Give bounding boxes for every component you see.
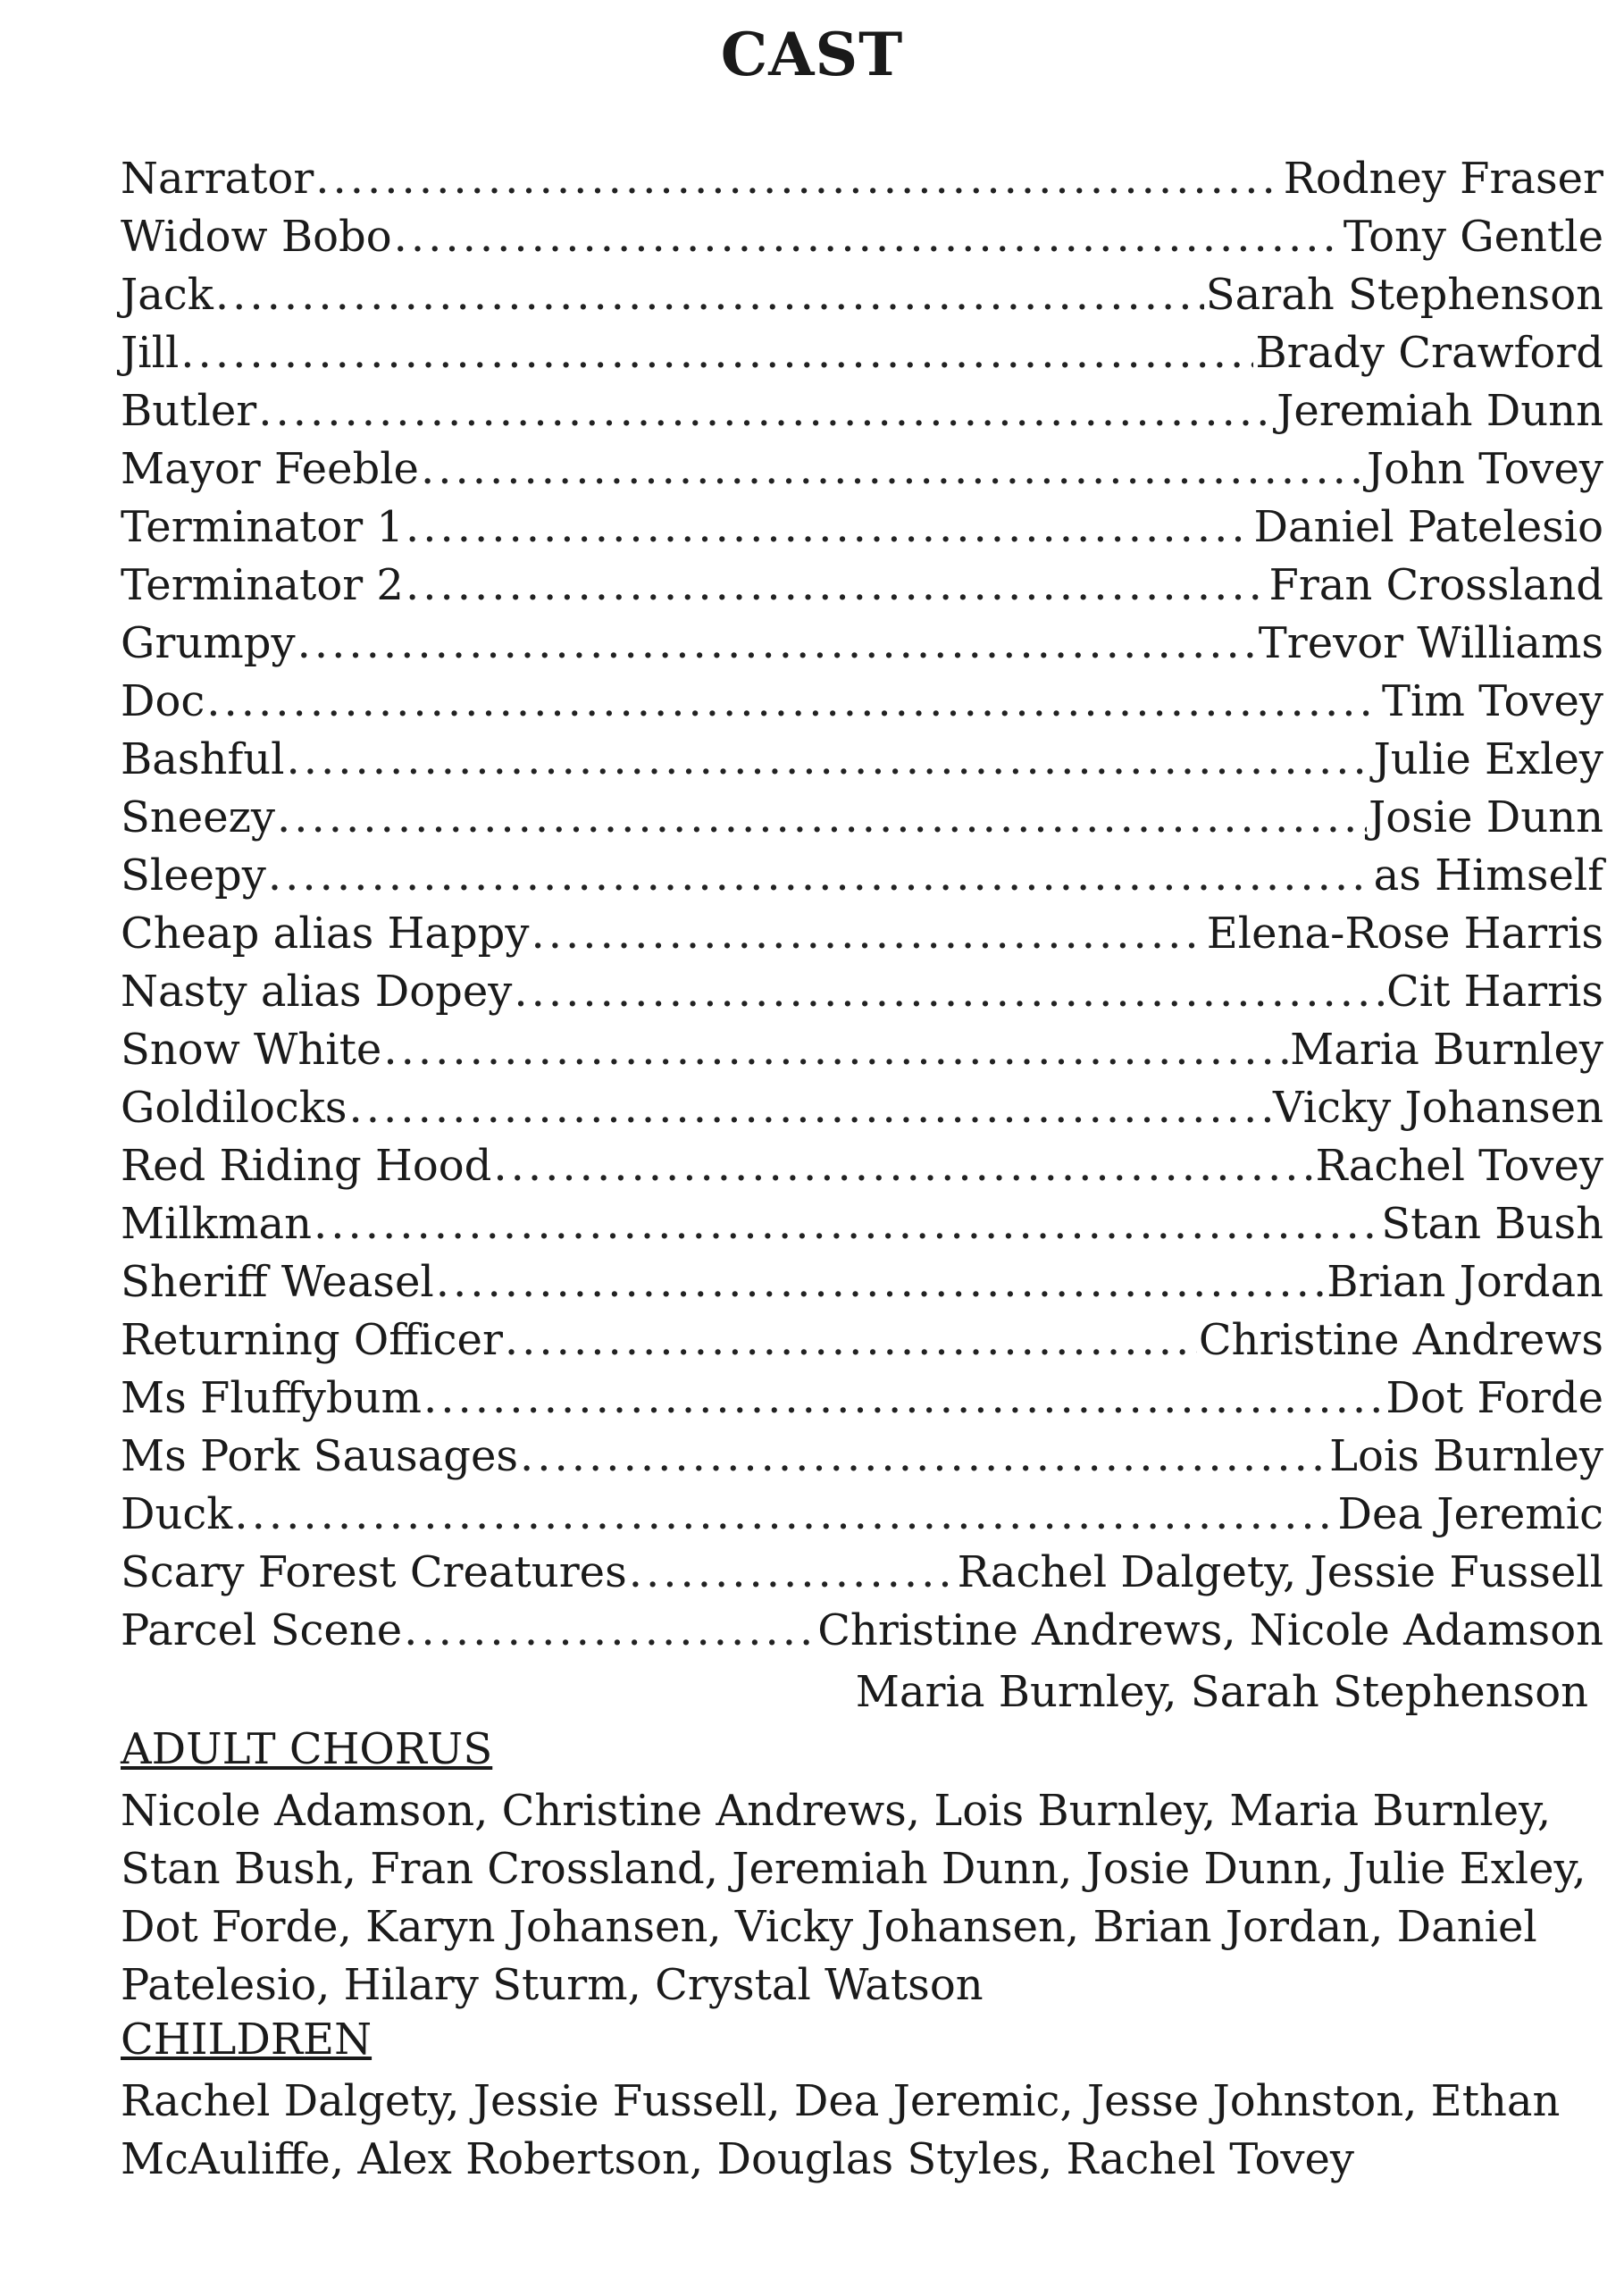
dot-leader	[514, 967, 1385, 1017]
role-name: Terminator 1	[121, 502, 404, 552]
dot-leader	[383, 1025, 1288, 1075]
cast-row	[121, 560, 1603, 618]
adult-chorus-members: Nicole Adamson, Christine Andrews, Lois Burnley, Maria Burnley, Stan Bush, Fran Crossland, Jeremiah Dunn, Josie Dunn, Julie Exley, Dot Forde, Karyn Johansen, Vicky Johansen, Brian Jordan, Daniel Patelesio, Hilary Sturm, Crystal Watson	[121, 1786, 1586, 2010]
role-name: Scary Forest Creatures	[121, 1547, 627, 1597]
cast-row	[121, 1141, 1603, 1199]
actor-name: Tony Gentle	[1343, 212, 1603, 262]
dot-leader	[423, 1373, 1384, 1423]
children-heading: CHILDREN	[121, 2015, 373, 2065]
cast-row	[121, 618, 1603, 676]
parcel-scene-actors-continued: Maria Burnley, Sarah Stephenson	[855, 1667, 1588, 1717]
cast-row	[121, 1199, 1603, 1257]
actor-name: Fran Crossland	[1268, 560, 1603, 610]
cast-row	[121, 1025, 1603, 1083]
cast-row	[121, 270, 1603, 328]
dot-leader	[406, 502, 1252, 552]
role-name: Bashful	[121, 734, 285, 784]
role-name: Duck	[121, 1489, 233, 1539]
actor-name: Lois Burnley	[1329, 1431, 1603, 1481]
actor-name: Daniel Patelesio	[1253, 502, 1603, 552]
dot-leader	[520, 1431, 1327, 1481]
actor-name: Rachel Tovey	[1315, 1141, 1603, 1191]
dot-leader	[421, 444, 1365, 494]
cast-row	[121, 967, 1603, 1025]
role-name: Grumpy	[121, 618, 296, 668]
actor-name: Christine Andrews	[1198, 1315, 1603, 1365]
actor-name: Vicky Johansen	[1272, 1083, 1603, 1133]
actor-name: Christine Andrews, Nicole Adamson	[817, 1605, 1603, 1655]
cast-row	[121, 1489, 1603, 1547]
dot-leader	[314, 1199, 1379, 1249]
cast-list	[121, 154, 1603, 1663]
dot-leader	[629, 1547, 956, 1597]
dot-leader	[180, 328, 1253, 378]
role-name: Sheriff Weasel	[121, 1257, 434, 1307]
cast-row	[121, 734, 1603, 792]
cast-row	[121, 212, 1603, 270]
dot-leader	[286, 734, 1371, 784]
cast-row	[121, 1547, 1603, 1605]
adult-chorus-heading: ADULT CHORUS	[121, 1724, 493, 1774]
cast-row	[121, 154, 1603, 212]
cast-row	[121, 909, 1603, 967]
dot-leader	[215, 270, 1204, 320]
role-name: Snow White	[121, 1025, 382, 1075]
role-name: Jill	[121, 328, 180, 378]
dot-leader	[297, 618, 1257, 668]
dot-leader	[206, 676, 1380, 726]
cast-row	[121, 328, 1603, 386]
actor-name: Jeremiah Dunn	[1277, 386, 1603, 436]
children-members: Rachel Dalgety, Jessie Fussell, Dea Jeremic, Jesse Johnston, Ethan McAuliffe, Alex Robertson, Douglas Styles, Rachel Tovey	[121, 2076, 1561, 2184]
cast-row	[121, 444, 1603, 502]
actor-name: Tim Tovey	[1382, 676, 1603, 726]
dot-leader	[394, 212, 1342, 262]
actor-name: Brady Crawford	[1255, 328, 1603, 378]
role-name: Jack	[121, 270, 213, 320]
actor-name: Rodney Fraser	[1283, 154, 1603, 204]
role-name: Nasty alias Dopey	[121, 967, 513, 1017]
role-name: Parcel Scene	[121, 1605, 403, 1655]
actor-name: Elena-Rose Harris	[1206, 909, 1603, 959]
cast-row	[121, 1315, 1603, 1373]
cast-row	[121, 1373, 1603, 1431]
actor-name: Stan Bush	[1381, 1199, 1603, 1249]
role-name: Doc	[121, 676, 205, 726]
cast-row	[121, 1257, 1603, 1315]
role-name: Sleepy	[121, 850, 266, 901]
dot-leader	[406, 560, 1268, 610]
role-name: Goldilocks	[121, 1083, 347, 1133]
page-title: CAST	[720, 20, 904, 89]
role-name: Ms Pork Sausages	[121, 1431, 519, 1481]
dot-leader	[277, 792, 1367, 842]
cast-row	[121, 1083, 1603, 1141]
actor-name: Sarah Stephenson	[1205, 270, 1603, 320]
cast-row	[121, 676, 1603, 734]
dot-leader	[532, 909, 1205, 959]
actor-name: Maria Burnley	[1290, 1025, 1603, 1075]
cast-row	[121, 1605, 1603, 1663]
dot-leader	[404, 1605, 816, 1655]
actor-name: Dea Jeremic	[1337, 1489, 1603, 1539]
cast-row	[121, 386, 1603, 444]
actor-name: John Tovey	[1366, 444, 1603, 494]
dot-leader	[234, 1489, 1335, 1539]
dot-leader	[349, 1083, 1271, 1133]
role-name: Returning Officer	[121, 1315, 503, 1365]
actor-name: Brian Jordan	[1327, 1257, 1603, 1307]
dot-leader	[493, 1141, 1313, 1191]
cast-row	[121, 850, 1603, 909]
actor-name: Trevor Williams	[1258, 618, 1603, 668]
actor-name: as Himself	[1373, 850, 1603, 901]
role-name: Cheap alias Happy	[121, 909, 530, 959]
dot-leader	[315, 154, 1281, 204]
role-name: Widow Bobo	[121, 212, 392, 262]
role-name: Sneezy	[121, 792, 276, 842]
cast-row	[121, 1431, 1603, 1489]
dot-leader	[436, 1257, 1326, 1307]
cast-row	[121, 792, 1603, 850]
dot-leader	[268, 850, 1372, 901]
role-name: Mayor Feeble	[121, 444, 419, 494]
actor-name: Cit Harris	[1386, 967, 1603, 1017]
role-name: Ms Fluffybum	[121, 1373, 422, 1423]
dot-leader	[258, 386, 1275, 436]
cast-row	[121, 502, 1603, 560]
role-name: Terminator 2	[121, 560, 404, 610]
role-name: Narrator	[121, 154, 314, 204]
actor-name: Dot Forde	[1385, 1373, 1603, 1423]
role-name: Milkman	[121, 1199, 312, 1249]
actor-name: Julie Exley	[1373, 734, 1603, 784]
role-name: Butler	[121, 386, 257, 436]
actor-name: Josie Dunn	[1368, 792, 1603, 842]
actor-name: Rachel Dalgety, Jessie Fussell	[957, 1547, 1603, 1597]
role-name: Red Riding Hood	[121, 1141, 492, 1191]
dot-leader	[505, 1315, 1197, 1365]
